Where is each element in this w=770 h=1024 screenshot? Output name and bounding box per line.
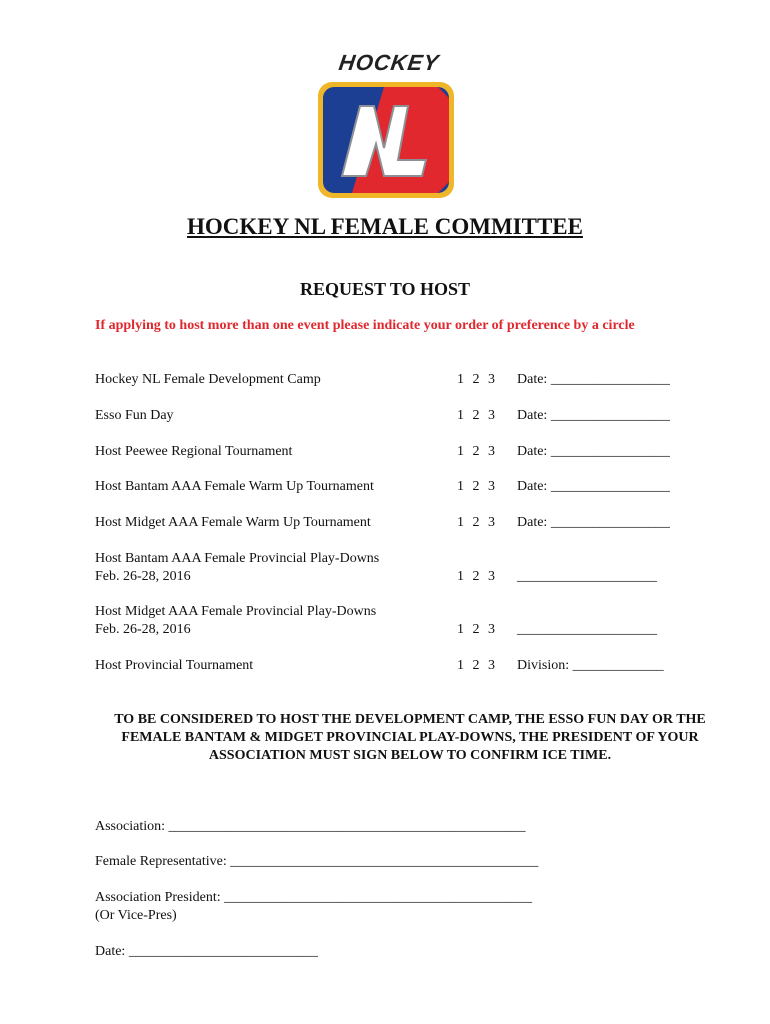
preference-options[interactable]: 1 2 3 — [457, 408, 495, 423]
logo-wordmark: HOCKEY — [337, 50, 441, 75]
page-subtitle: REQUEST TO HOST — [299, 279, 471, 299]
division-field[interactable]: Division: _____________ — [517, 658, 664, 673]
event-label: Hockey NL Female Development Camp — [95, 372, 321, 387]
event-label: Host Midget AAA Female Warm Up Tournament — [95, 515, 371, 530]
event-label: Host Bantam AAA Female Warm Up Tournament — [95, 479, 374, 494]
event-label: Host Provincial Tournament — [95, 658, 254, 673]
event-label: Host Bantam AAA Female Provincial Play-Downs — [95, 551, 380, 566]
preference-note: If applying to host more than one event please indicate your order of preference by a circle — [95, 318, 635, 333]
entry-field[interactable]: ____________________ — [517, 569, 657, 584]
preference-options[interactable]: 1 2 3 — [457, 515, 495, 530]
confirmation-notice: TO BE CONSIDERED TO HOST THE DEVELOPMENT CAMP, THE ESSO FUN DAY OR THE FEMALE BANTAM & MIDGET PROVINCIAL PLAY-DOWNS, THE PRESIDENT OF YOUR ASSOCIATION MUST SIGN BELOW TO CONFIRM ICE TIME. — [114, 712, 706, 763]
preference-options[interactable]: 1 2 3 — [457, 569, 495, 584]
signature-date-field[interactable]: Date: ___________________________ — [95, 944, 318, 959]
event-label: Esso Fun Day — [95, 408, 174, 423]
preference-options[interactable]: 1 2 3 — [457, 622, 495, 637]
preference-options[interactable]: 1 2 3 — [457, 372, 495, 387]
event-label: Host Peewee Regional Tournament — [95, 444, 293, 459]
page-title: HOCKEY NL FEMALE COMMITTEE — [187, 214, 583, 239]
president-note: (Or Vice-Pres) — [95, 908, 177, 923]
date-field[interactable]: Date: _________________ — [517, 515, 670, 530]
preference-options[interactable]: 1 2 3 — [457, 658, 495, 673]
association-president-field[interactable]: Association President: ____________________________________________ — [95, 890, 533, 905]
preference-options[interactable]: 1 2 3 — [457, 444, 495, 459]
date-field[interactable]: Date: _________________ — [517, 444, 670, 459]
date-field[interactable]: Date: _________________ — [517, 408, 670, 423]
event-date-label: Feb. 26-28, 2016 — [95, 622, 191, 637]
hockey-nl-logo — [314, 50, 464, 180]
event-label: Host Midget AAA Female Provincial Play-Downs — [95, 604, 377, 619]
event-date-label: Feb. 26-28, 2016 — [95, 569, 191, 584]
nl-emblem-icon — [314, 76, 464, 204]
preference-options[interactable]: 1 2 3 — [457, 479, 495, 494]
female-representative-field[interactable]: Female Representative: ____________________________________________ — [95, 854, 539, 869]
association-field[interactable]: Association: ___________________________________________________ — [95, 819, 526, 834]
entry-field[interactable]: ____________________ — [517, 622, 657, 637]
date-field[interactable]: Date: _________________ — [517, 372, 670, 387]
date-field[interactable]: Date: _________________ — [517, 479, 670, 494]
